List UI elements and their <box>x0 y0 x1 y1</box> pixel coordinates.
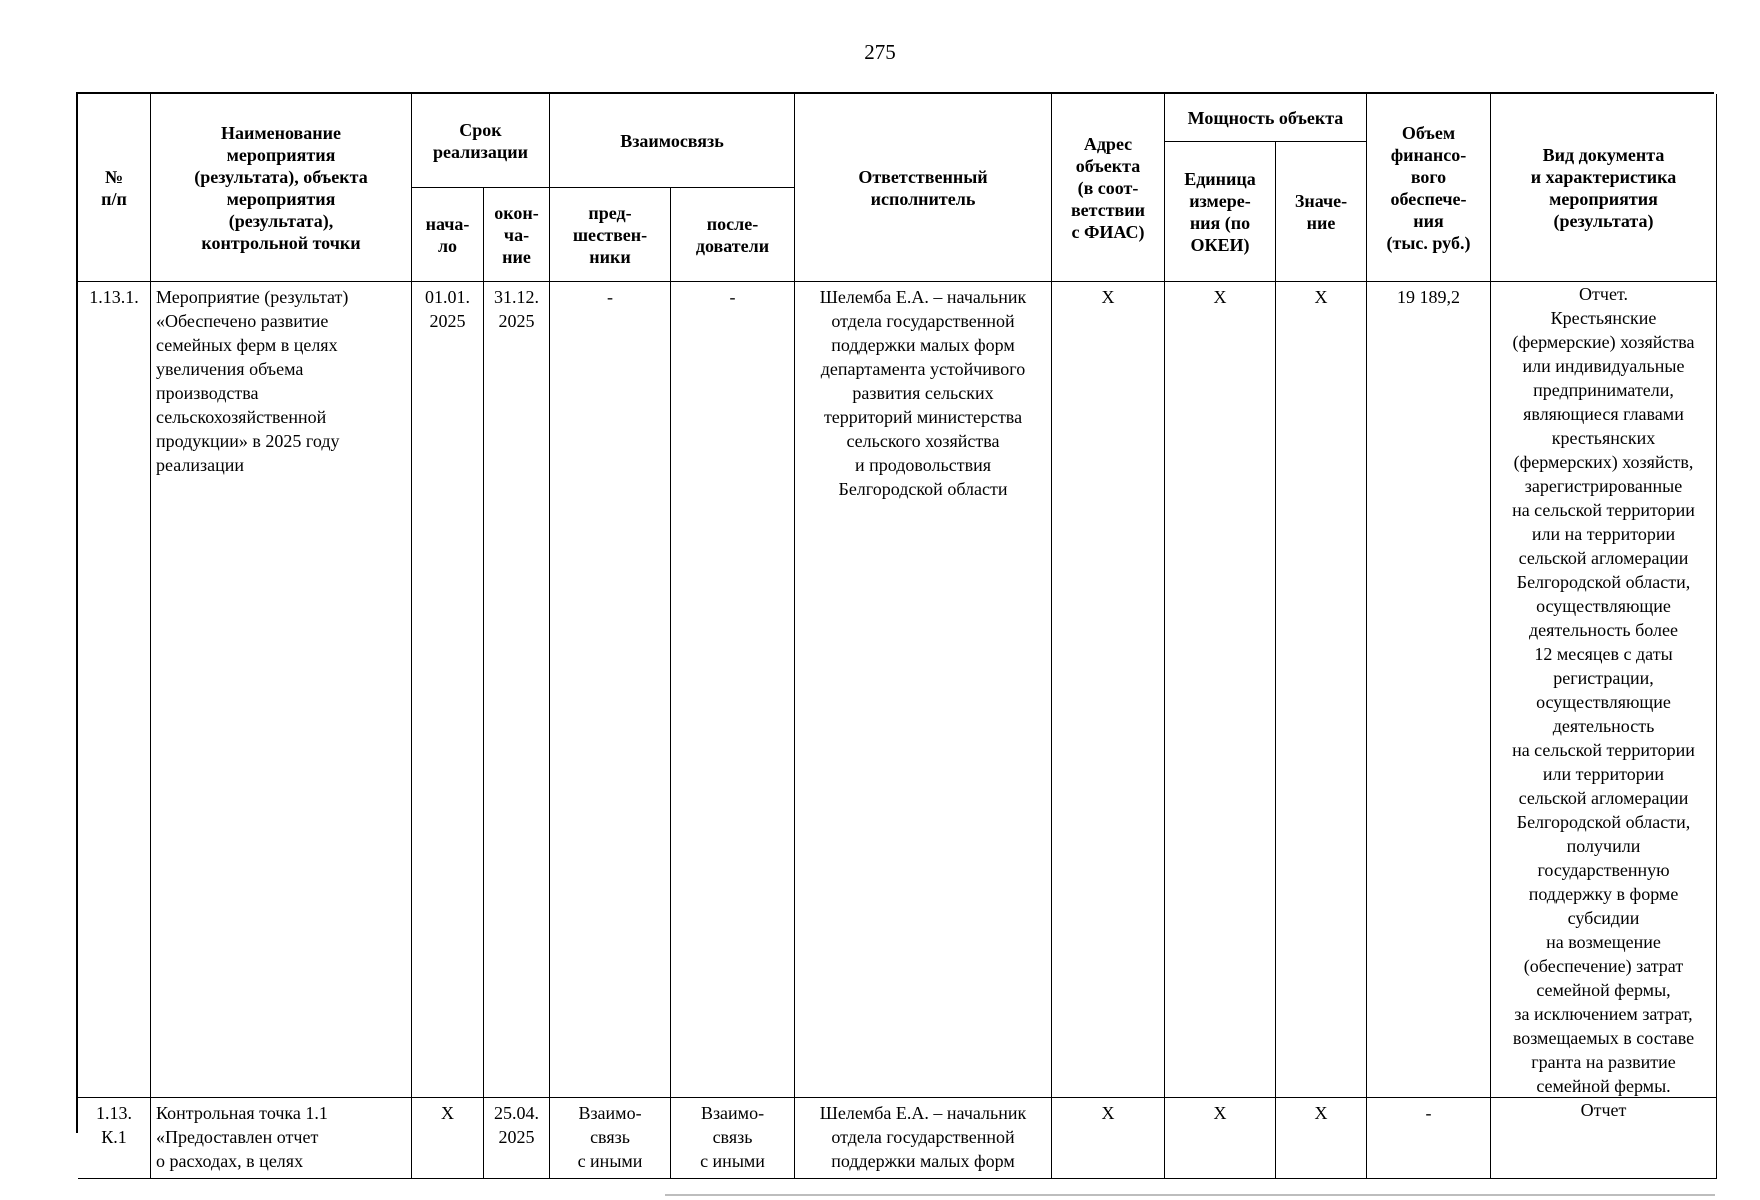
page-number: 275 <box>864 40 896 64</box>
header-finance: Объем финансо- вого обеспече- ния (тыс. руб.) <box>1367 94 1491 282</box>
header-link: Взаимосвязь <box>550 94 795 188</box>
row2-name: Контрольная точка 1.1 «Предоставлен отчет о расходах, в целях <box>151 1098 412 1179</box>
row1-name: Мероприятие (результат) «Обеспечено развитие семейных ферм в целях увеличения объема производства сельскохозяйственной продукции» в 2025 году реализации <box>151 282 412 1098</box>
row1-num: 1.13.1. <box>78 282 151 1098</box>
row1-unit: X <box>1165 282 1276 1098</box>
row2-end: 25.04. 2025 <box>484 1098 550 1179</box>
row2-prev: Взаимо- связь с иными <box>550 1098 671 1179</box>
row2-unit: X <box>1165 1098 1276 1179</box>
row2-address: X <box>1052 1098 1165 1179</box>
row1-end: 31.12. 2025 <box>484 282 550 1098</box>
row2-num: 1.13. К.1 <box>78 1098 151 1179</box>
header-term-end: окон- ча- ние <box>484 188 550 282</box>
header-doc: Вид документа и характеристика мероприятия (результата) <box>1491 94 1717 282</box>
header-num: № п/п <box>78 94 151 282</box>
row2-next: Взаимо- связь с иными <box>671 1098 795 1179</box>
header-term: Срок реализации <box>412 94 550 188</box>
row1-next: - <box>671 282 795 1098</box>
row1-responsible: Шелемба Е.А. – начальник отдела государственной поддержки малых форм департамента устойчивого развития сельских территорий министерства сельского хозяйства и продовольствия Белгородской области <box>795 282 1052 1098</box>
row1-start: 01.01. 2025 <box>412 282 484 1098</box>
row1-address: X <box>1052 282 1165 1098</box>
row2-value: X <box>1276 1098 1367 1179</box>
row1-value: X <box>1276 282 1367 1098</box>
scan-edge-line <box>665 1194 1715 1196</box>
header-link-prev: пред- шествен- ники <box>550 188 671 282</box>
row2-doc: Отчет <box>1491 1098 1717 1179</box>
row2-start: X <box>412 1098 484 1179</box>
header-term-start: нача- ло <box>412 188 484 282</box>
row1-doc: Отчет. Крестьянские (фермерские) хозяйства или индивидуальные предприниматели, являющиеся главами крестьянских (фермерских) хозяйств, зарегистрированные на сельской территории или на территории сельской агломерации Белгородской области, осуществляющие деятельность более 12 месяцев с даты регистрации, осуществляющие деятельность на сельской территории или территории сельской агломерации Белгородской области, получили государственную поддержку в форме субсидии на возмещение (обеспечение) затрат семейной фермы, за исключением затрат, возмещаемых в составе гранта на развитие семейной фермы. <box>1491 282 1717 1098</box>
header-address: Адрес объекта (в соот- ветствии с ФИАС) <box>1052 94 1165 282</box>
header-link-next: после- дователи <box>671 188 795 282</box>
header-name: Наименование мероприятия (результата), объекта мероприятия (результата), контрольной точки <box>151 94 412 282</box>
activity-table <box>76 92 1714 1171</box>
header-capacity-value: Значе- ние <box>1276 142 1367 282</box>
header-responsible: Ответственный исполнитель <box>795 94 1052 282</box>
row2-finance: - <box>1367 1098 1491 1179</box>
row2-responsible: Шелемба Е.А. – начальник отдела государственной поддержки малых форм <box>795 1098 1052 1179</box>
row1-prev: - <box>550 282 671 1098</box>
header-capacity: Мощность объекта <box>1165 94 1367 142</box>
header-capacity-unit: Единица измере- ния (по ОКЕИ) <box>1165 142 1276 282</box>
row1-finance: 19 189,2 <box>1367 282 1491 1098</box>
